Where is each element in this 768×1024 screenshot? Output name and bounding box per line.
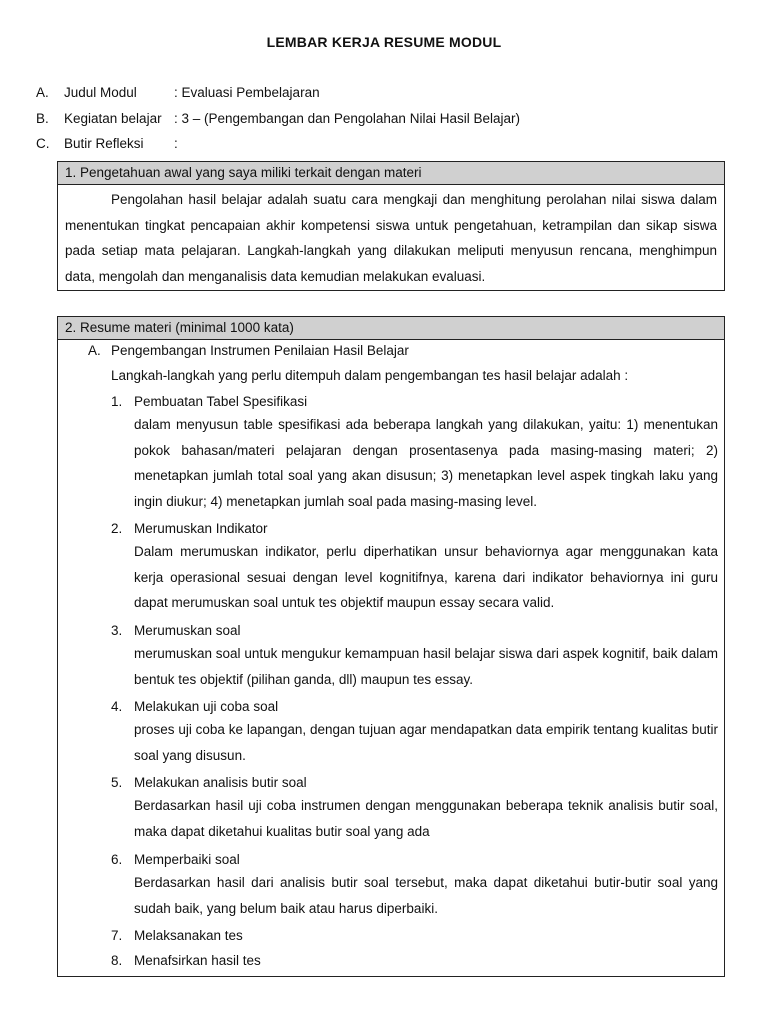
item-title: Melakukan uji coba soal (134, 699, 279, 714)
meta-letter: B. (36, 111, 49, 126)
item-number: 7. (111, 928, 123, 943)
meta-letter: A. (36, 85, 49, 100)
subsection-title: Pengembangan Instrumen Penilaian Hasil Belajar (111, 343, 409, 358)
item-number: 1. (111, 394, 123, 409)
meta-key: Judul Modul (64, 85, 137, 100)
item-title: Merumuskan Indikator (134, 521, 268, 536)
meta-letter: C. (36, 136, 50, 151)
item-title: Pembuatan Tabel Spesifikasi (134, 394, 308, 409)
item-title: Merumuskan soal (134, 623, 241, 638)
item-text: Berdasarkan hasil dari analisis butir soal tersebut, maka dapat diketahui butir-butir soal yang sudah baik, yang belum baik atau harus diperbaiki. (134, 875, 718, 916)
item-number: 6. (111, 852, 123, 867)
item-number: 8. (111, 953, 123, 968)
item-text: merumuskan soal untuk mengukur kemampuan hasil belajar siswa dari aspek kognitif, baik dalam bentuk tes objektif (pilihan ganda, dll) maupun tes essay. (134, 646, 718, 687)
item-text: Berdasarkan hasil uji coba instrumen dengan menggunakan beberapa teknik analisis butir soal, maka dapat diketahui kualitas butir soal yang ada (134, 798, 718, 839)
subsection-letter: A. (88, 343, 101, 358)
item-number: 5. (111, 775, 123, 790)
section-resume (57, 316, 725, 977)
item-title: Memperbaiki soal (134, 852, 240, 867)
section-heading: 2. Resume materi (minimal 1000 kata) (58, 317, 724, 340)
section-paragraph (58, 185, 724, 289)
item-title: Melaksanakan tes (134, 928, 243, 943)
item-number: 4. (111, 699, 123, 714)
paragraph-text: Pengolahan hasil belajar adalah suatu cara mengkaji dan menghitung perolahan nilai siswa dalam menentukan tingkat pencapaian akhir kompetensi siswa untuk pengetahuan, ketrampilan dan sikap siswa pada setiap mata pelajaran. Langkah-langkah yang dilakukan meliputi menyusun rencana, menghimpun data, mengolah dan menganalisis data kemudian melakukan evaluasi. (65, 192, 717, 284)
section-heading: 1. Pengetahuan awal yang saya miliki terkait dengan materi (58, 162, 724, 185)
item-title: Melakukan analisis butir soal (134, 775, 307, 790)
item-text: Dalam merumuskan indikator, perlu diperhatikan unsur behaviornya agar menggunakan kata kerja operasional sesuai dengan level kognitifnya, karena dari indikator behaviornya ini guru dapat merumuskan soal untuk tes objektif maupun essay secara valid. (134, 544, 718, 610)
item-number: 2. (111, 521, 123, 536)
meta-value: : 3 – (Pengembangan dan Pengolahan Nilai Hasil Belajar) (174, 111, 520, 126)
section-prior-knowledge (57, 161, 725, 291)
meta-key: Butir Refleksi (64, 136, 144, 151)
item-title: Menafsirkan hasil tes (134, 953, 261, 968)
intro-text: Langkah-langkah yang perlu ditempuh dalam pengembangan tes hasil belajar adalah : (111, 368, 629, 383)
item-text: dalam menyusun table spesifikasi ada beberapa langkah yang dilakukan, yaitu: 1) menentukan pokok bahasan/materi pelajaran dengan prosentasenya pada masing-masing materi; 2) menetapkan jumlah total soal yang akan disusun; 3) menetapkan level aspek tingkah laku yang ingin diukur; 4) menetapkan jumlah soal pada masing-masing level. (134, 417, 718, 509)
meta-value: : (174, 136, 178, 151)
meta-value: : Evaluasi Pembelajaran (174, 85, 320, 100)
item-number: 3. (111, 623, 123, 638)
item-text: proses uji coba ke lapangan, dengan tujuan agar mendapatkan data empirik tentang kualitas butir soal yang disusun. (134, 722, 718, 763)
meta-key: Kegiatan belajar (64, 111, 162, 126)
document-title: LEMBAR KERJA RESUME MODUL (266, 34, 502, 50)
